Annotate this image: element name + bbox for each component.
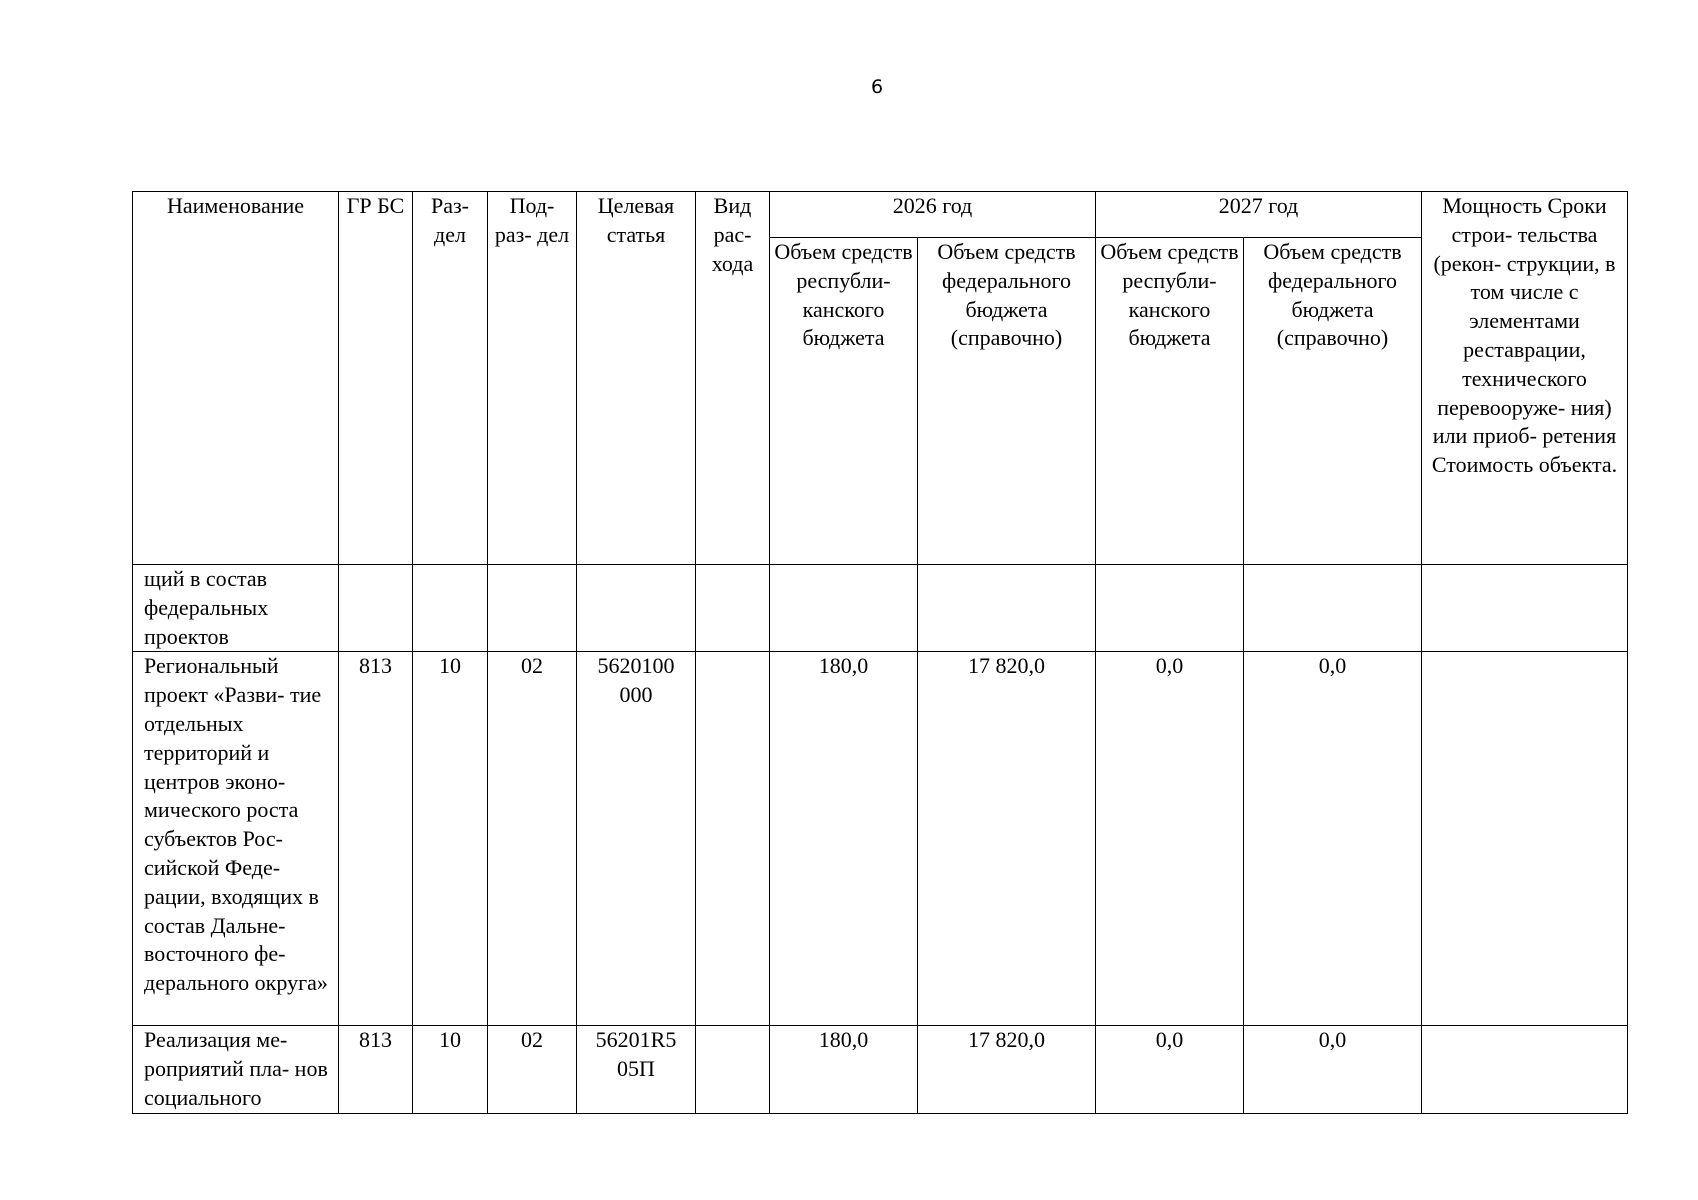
row-grbs: 813 [339,1026,413,1113]
row-grbs [339,565,413,652]
header-capacity: Мощность Сроки строи- тельства (рекон- струкции, в том числе с элементами реставрации, технического перевооруже- ния) или приоб- ретения Стоимость объекта. [1422,192,1628,565]
header-target-article: Целевая статья [577,192,696,565]
row-rep-2027: 0,0 [1096,652,1244,1026]
header-podrazdel: Под- раз- дел [488,192,577,565]
row-podrazdel [488,565,577,652]
row-rep-2027: 0,0 [1096,1026,1244,1113]
row-expense-type [696,1026,770,1113]
header-grbs: ГР БС [339,192,413,565]
row-name: щий в состав федеральных проектов [133,565,339,652]
header-fed-budget-2027: Объем средств федерального бюджета (справочно) [1244,238,1422,565]
row-capacity [1422,652,1628,1026]
row-razdel [413,565,488,652]
table-row [133,565,1628,652]
row-expense-type [696,652,770,1026]
row-razdel: 10 [413,1026,488,1113]
table-row [133,652,1628,1026]
row-rep-2026: 180,0 [770,652,918,1026]
row-fed-2027: 0,0 [1244,652,1422,1026]
row-podrazdel: 02 [488,652,577,1026]
row-fed-2026: 17 820,0 [918,652,1096,1026]
header-expense-type: Вид рас- хода [696,192,770,565]
table-header-row [133,192,1628,238]
row-razdel: 10 [413,652,488,1026]
row-expense-type [696,565,770,652]
row-grbs: 813 [339,652,413,1026]
header-rep-budget-2026: Объем средств республи- канского бюджета [770,238,918,565]
header-name: Наименование [133,192,339,565]
row-target-article: 5620100 000 [577,652,696,1026]
row-rep-2026 [770,565,918,652]
row-rep-2027 [1096,565,1244,652]
header-year-2027: 2027 год [1096,192,1422,238]
row-capacity [1422,565,1628,652]
row-fed-2027 [1244,565,1422,652]
row-name: Региональный проект «Разви- тие отдельных территорий и центров эконо- мического роста субъектов Рос- сийской Феде- рации, входящих в состав Дальне- восточного фе- дерального округа» [133,652,339,1026]
header-fed-budget-2026: Объем средств федерального бюджета (справочно) [918,238,1096,565]
row-target-article: 56201R5 05П [577,1026,696,1113]
table-row [133,1026,1628,1113]
header-razdel: Раз- дел [413,192,488,565]
row-podrazdel: 02 [488,1026,577,1113]
budget-table [132,191,1628,1114]
row-rep-2026: 180,0 [770,1026,918,1113]
page-number: 6 [870,76,884,98]
header-rep-budget-2027: Объем средств республи- канского бюджета [1096,238,1244,565]
row-name: Реализация ме- роприятий пла- нов социального [133,1026,339,1113]
row-capacity [1422,1026,1628,1113]
row-fed-2027: 0,0 [1244,1026,1422,1113]
row-fed-2026 [918,565,1096,652]
row-target-article [577,565,696,652]
header-year-2026: 2026 год [770,192,1096,238]
row-fed-2026: 17 820,0 [918,1026,1096,1113]
